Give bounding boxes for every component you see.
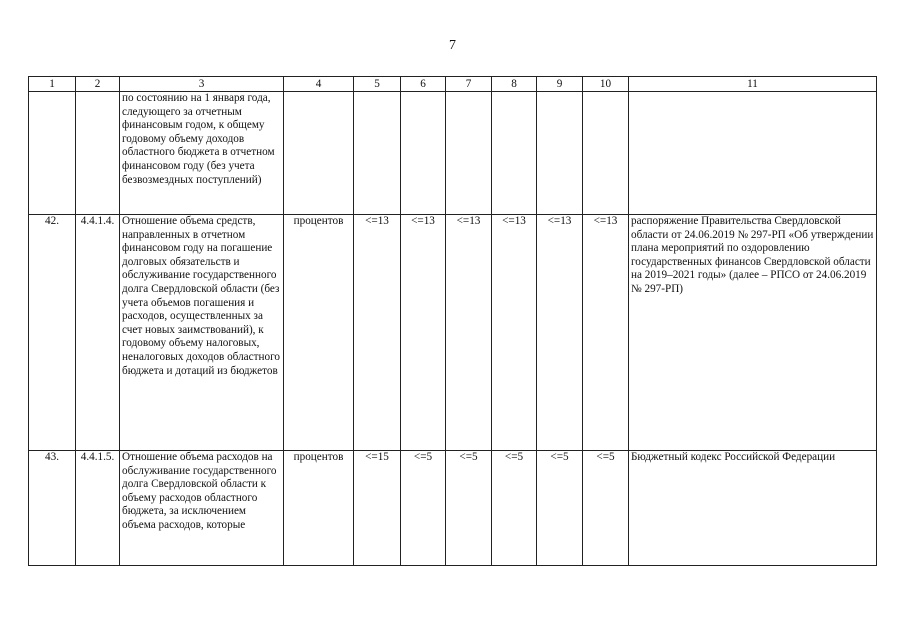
value-cell <box>401 92 446 215</box>
value-cell: <=5 <box>446 451 492 566</box>
value-cell <box>354 92 401 215</box>
value-cell: <=5 <box>492 451 537 566</box>
indicator-text: Отношение объема средств, направленных в отчетном финансовом году на погашение долговых обязательств и обслуживание государственного долга Свердловской области (без учета объемов погашения и расходов, осуществленных за счет новых заимствований), к годовому объему налоговых, неналоговых доходов областного бюджета и дотаций из бюджетов <box>120 215 284 451</box>
value-cell: <=15 <box>354 451 401 566</box>
value-cell <box>446 92 492 215</box>
row-number: 43. <box>29 451 76 566</box>
row-code <box>76 92 120 215</box>
value-cell <box>537 92 583 215</box>
value-cell: <=5 <box>583 451 629 566</box>
value-cell: <=13 <box>446 215 492 451</box>
value-cell: <=5 <box>537 451 583 566</box>
header-col-5: 5 <box>354 77 401 92</box>
row-code: 4.4.1.5. <box>76 451 120 566</box>
page-number: 7 <box>449 38 456 53</box>
header-col-11: 11 <box>629 77 877 92</box>
value-cell: <=13 <box>492 215 537 451</box>
table-row <box>29 451 877 566</box>
value-cell <box>583 92 629 215</box>
indicator-text: по состоянию на 1 января года, следующего за отчетным финансовым годом, к общему годовому объему доходов областного бюджета в отчетном финансовом году (без учета безвозмездных поступлений) <box>120 92 284 215</box>
value-cell: <=5 <box>401 451 446 566</box>
header-col-4: 4 <box>284 77 354 92</box>
value-cell <box>492 92 537 215</box>
header-col-6: 6 <box>401 77 446 92</box>
value-cell: <=13 <box>537 215 583 451</box>
table-row-continuation <box>29 92 877 215</box>
value-cell: <=13 <box>354 215 401 451</box>
basis-cell <box>629 92 877 215</box>
table-header-row <box>29 77 877 92</box>
header-col-2: 2 <box>76 77 120 92</box>
row-code: 4.4.1.4. <box>76 215 120 451</box>
indicator-text: Отношение объема расходов на обслуживание государственного долга Свердловской области к объему расходов областного бюджета, за исключением объема расходов, которые <box>120 451 284 566</box>
unit-cell: процентов <box>284 451 354 566</box>
header-col-10: 10 <box>583 77 629 92</box>
unit-cell <box>284 92 354 215</box>
header-col-8: 8 <box>492 77 537 92</box>
header-col-9: 9 <box>537 77 583 92</box>
row-number <box>29 92 76 215</box>
basis-cell: распоряжение Правительства Свердловской области от 24.06.2019 № 297-РП «Об утверждении плана мероприятий по оздоровлению государственных финансов Свердловской области на 2019–2021 годы» (далее – РПСО от 24.06.2019 № 297-РП) <box>629 215 877 451</box>
header-col-7: 7 <box>446 77 492 92</box>
unit-cell: процентов <box>284 215 354 451</box>
header-col-1: 1 <box>29 77 76 92</box>
header-col-3: 3 <box>120 77 284 92</box>
indicators-table <box>28 76 877 566</box>
value-cell: <=13 <box>583 215 629 451</box>
value-cell: <=13 <box>401 215 446 451</box>
table-row <box>29 215 877 451</box>
row-number: 42. <box>29 215 76 451</box>
basis-cell: Бюджетный кодекс Российской Федерации <box>629 451 877 566</box>
